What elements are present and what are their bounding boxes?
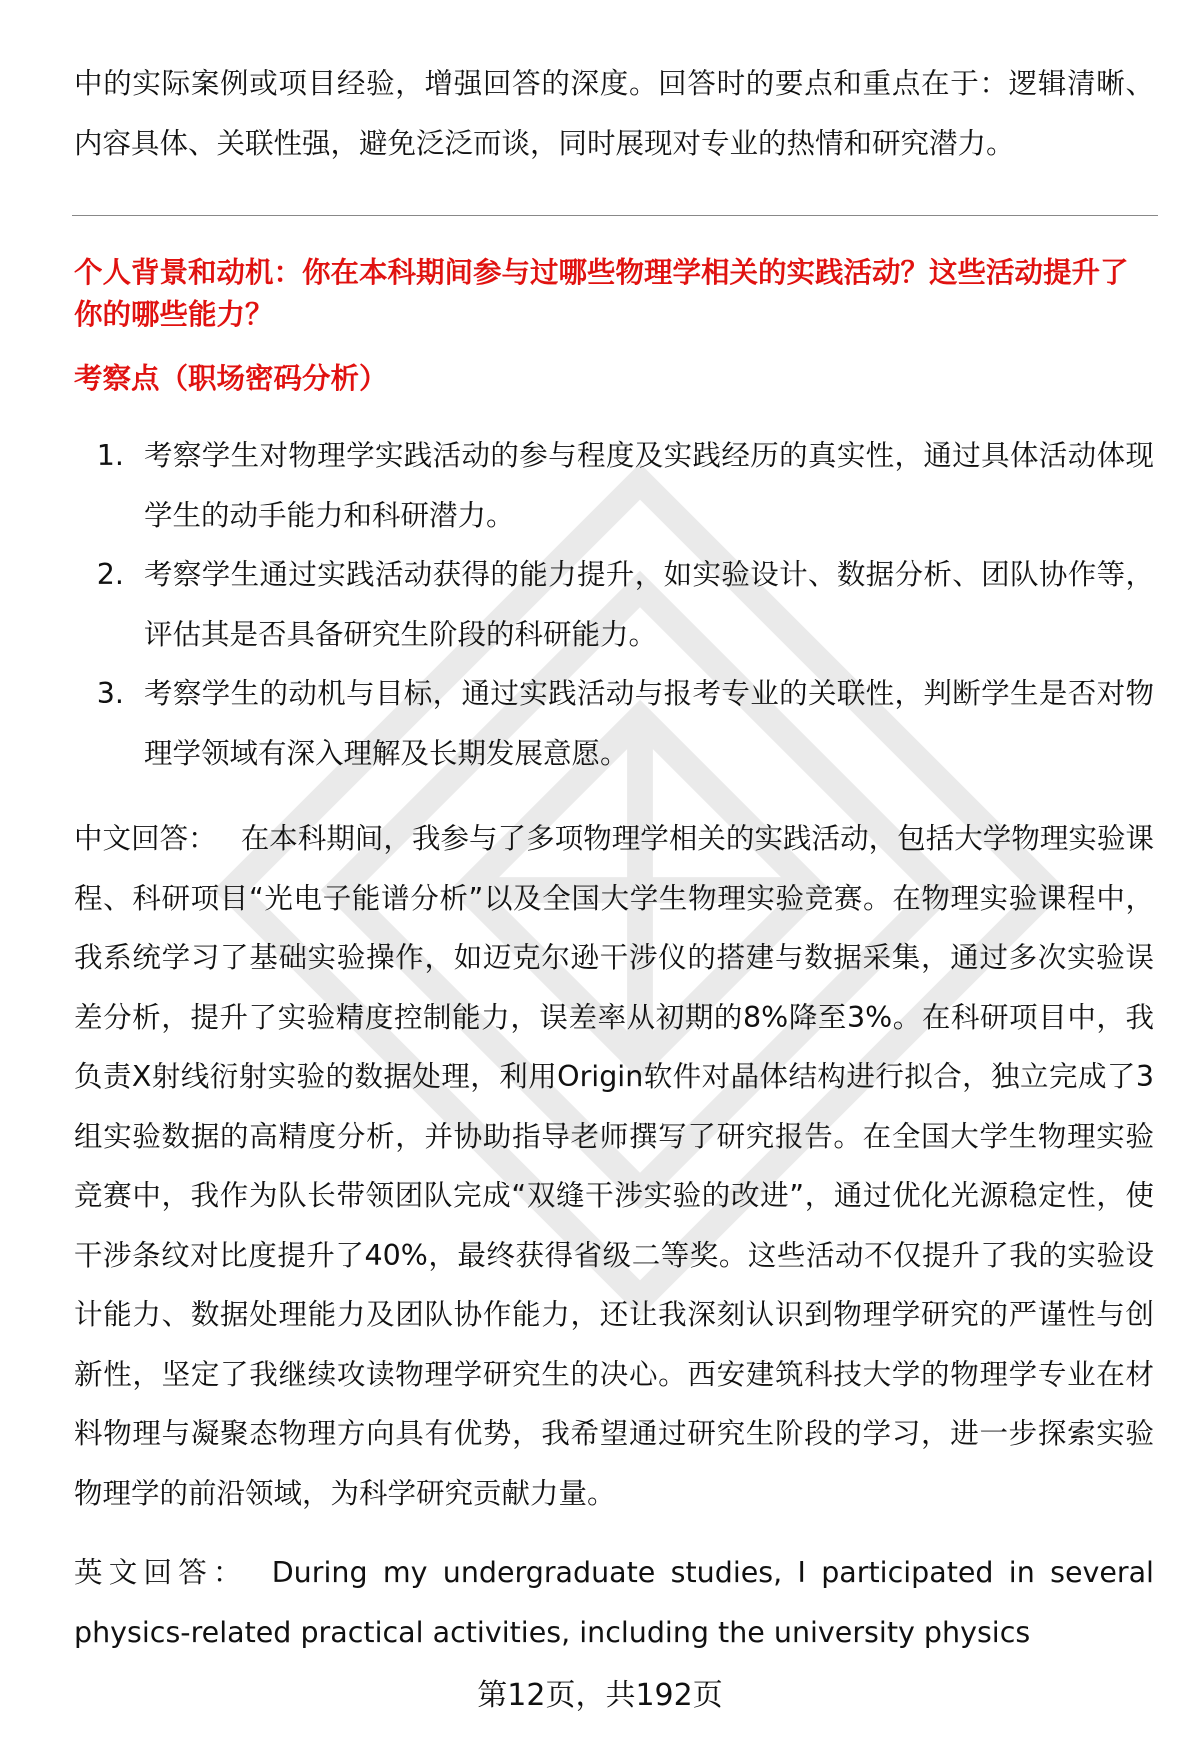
key-points-list bbox=[74, 426, 1154, 783]
english-answer-paragraph bbox=[74, 1543, 1154, 1662]
key-point-text: 考察学生的动机与目标，通过实践活动与报考专业的关联性，判断学生是否对物理学领域有深入理解及长期发展意愿。 bbox=[144, 677, 1154, 770]
key-point-text: 考察学生对物理学实践活动的参与程度及实践经历的真实性，通过具体活动体现学生的动手能力和科研潜力。 bbox=[144, 439, 1154, 532]
chinese-answer-text: 在本科期间，我参与了多项物理学相关的实践活动，包括大学物理实验课程、科研项目“光电子能谱分析”以及全国大学生物理实验竞赛。在物理实验课程中，我系统学习了基础实验操作，如迈克尔逊干涉仪的搭建与数据采集，通过多次实验误差分析，提升了实验精度控制能力，误差率从初期的8%降至3%。在科研项目中，我负责X射线衍射实验的数据处理，利用Origin软件对晶体结构进行拟合，独立完成了3组实验数据的高精度分析，并协助指导老师撰写了研究报告。在全国大学生物理实验竞赛中，我作为队长带领团队完成“双缝干涉实验的改进”，通过优化光源稳定性，使干涉条纹对比度提升了40%，最终获得省级二等奖。这些活动不仅提升了我的实验设计能力、数据处理能力及团队协作能力，还让我深刻认识到物理学研究的严谨性与创新性，坚定了我继续攻读物理学研究生的决心。西安建筑科技大学的物理学专业在材料物理与凝聚态物理方向具有优势，我希望通过研究生阶段的学习，进一步探索实验物理学的前沿领域，为科学研究贡献力量。 bbox=[74, 822, 1154, 1510]
key-point-item bbox=[74, 426, 1154, 545]
section-divider bbox=[72, 215, 1158, 216]
key-points-heading: 考察点（职场密码分析） bbox=[74, 362, 388, 395]
key-point-text: 考察学生通过实践活动获得的能力提升，如实验设计、数据分析、团队协作等，评估其是否具备研究生阶段的科研能力。 bbox=[144, 558, 1154, 651]
key-point-item bbox=[74, 545, 1154, 664]
english-answer-text: During my undergraduate studies, I participated in several physics-related practical activities, including the university physics bbox=[74, 1556, 1154, 1649]
intro-paragraph: 中的实际案例或项目经验，增强回答的深度。回答时的要点和重点在于：逻辑清晰、内容具体、关联性强，避免泛泛而谈，同时展现对专业的热情和研究潜力。 bbox=[74, 67, 1154, 160]
key-point-number: 2. bbox=[96, 558, 124, 591]
chinese-answer-paragraph bbox=[74, 809, 1154, 1523]
question-heading: 个人背景和动机：你在本科期间参与过哪些物理学相关的实践活动？这些活动提升了你的哪些能力？ bbox=[74, 256, 1129, 331]
chinese-answer-label: 中文回答： bbox=[74, 822, 217, 855]
document-content bbox=[74, 54, 1154, 1662]
english-answer-label: 英文回答： bbox=[74, 1556, 248, 1589]
key-point-item bbox=[74, 664, 1154, 783]
key-point-number: 1. bbox=[96, 439, 124, 472]
key-point-number: 3. bbox=[96, 677, 124, 710]
page-number-footer: 第12页，共192页 bbox=[477, 1678, 723, 1713]
